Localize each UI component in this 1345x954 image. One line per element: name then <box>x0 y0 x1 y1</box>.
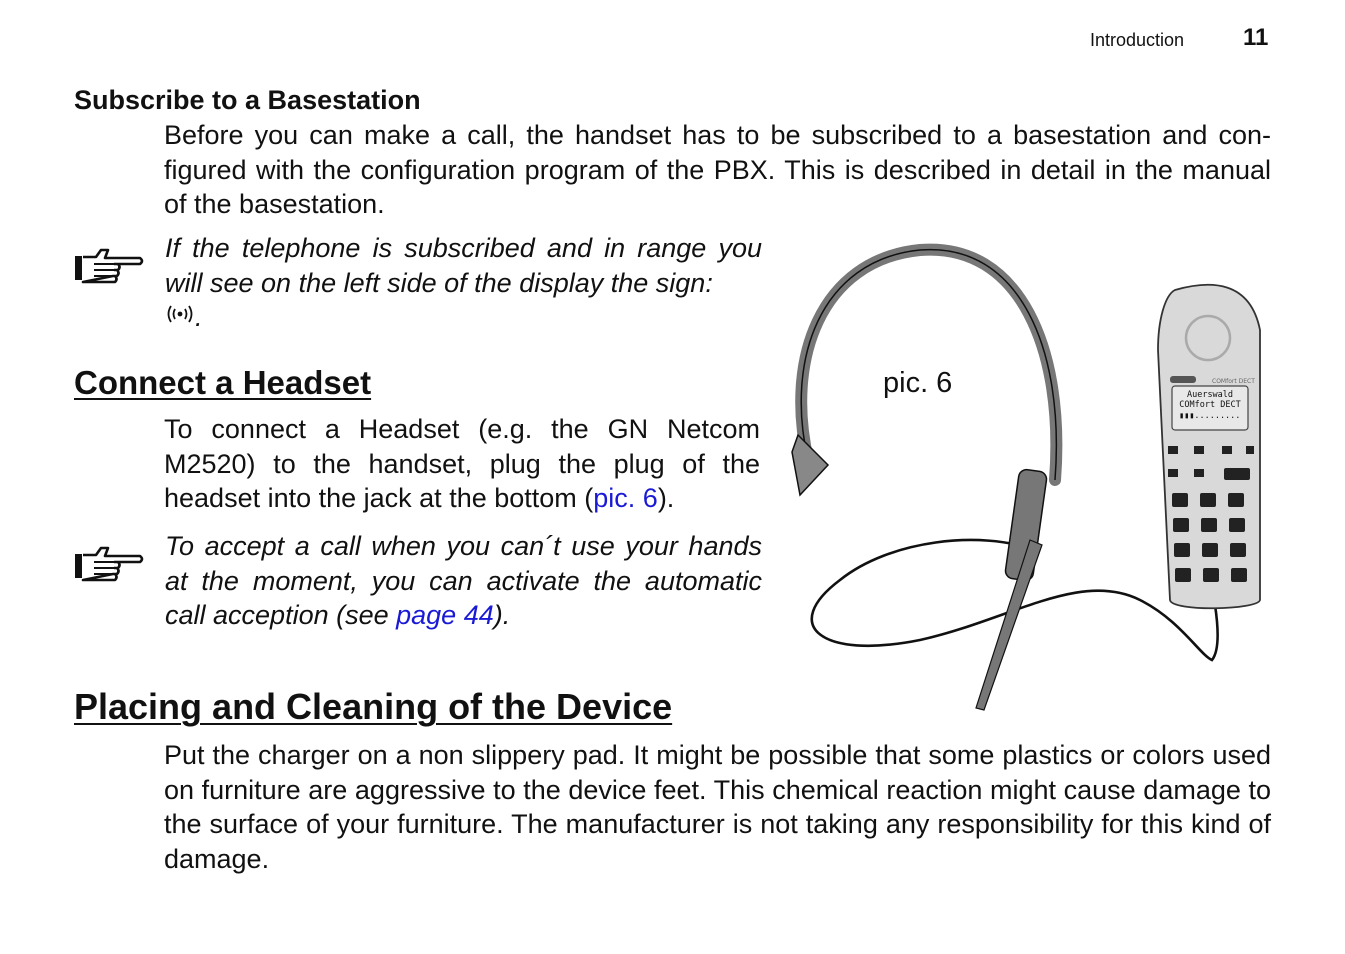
headset-handset-figure <box>780 240 1280 720</box>
pointing-hand-icon <box>74 244 146 288</box>
headset-note-end: ). <box>493 600 511 630</box>
pic-6-link[interactable]: pic. 6 <box>593 483 658 513</box>
running-title: Introduction <box>1090 30 1185 50</box>
subscribe-heading: Subscribe to a Basestation <box>74 85 421 115</box>
headset-heading: Connect a Headset <box>74 364 372 401</box>
display-line-2: COMfort DECT <box>1179 400 1241 410</box>
headset-paragraph-end: ). <box>657 483 675 513</box>
subscribe-paragraph: Before you can make a call, the handset has to be subscribed to a basestation and configured with the configuration program of the PBX. This is described in detail in the manual of the basestation. <box>164 120 1271 219</box>
note-end: . <box>195 302 203 332</box>
page-44-link[interactable]: page 44 <box>396 600 494 630</box>
display-line-1: Auerswald <box>1186 390 1234 400</box>
page-number: 11 <box>1243 24 1269 51</box>
headset-paragraph-text: To connect a Headset (e.g. the GN Netcom M2520) to the handset, plug the plug of the headset into the jack at the bottom ( <box>164 414 760 513</box>
headset-paragraph <box>164 412 760 516</box>
pointing-hand-icon <box>74 542 146 586</box>
headset-band <box>801 250 1056 480</box>
headset-note-text: To accept a call when you can´t use your hands at the moment, you can activate the automatic call acception (see <box>165 531 762 630</box>
figure-label: pic. 6 <box>883 367 953 399</box>
display-line-3: ▮▮▮......... <box>1179 411 1241 421</box>
placing-heading: Placing and Cleaning of the Device <box>74 686 673 727</box>
signal-strength-icon <box>165 302 195 328</box>
signal-symbol-text <box>165 302 167 337</box>
subscribe-note <box>165 231 762 335</box>
placing-paragraph: Put the charger on a non slippery pad. It might be possible that some plastics or colors used on furniture are aggressive to the device feet. This chemical reaction might cause damage to the surface of your furniture. The manufacturer is not taking any responsibility for this kind of damage. <box>164 740 1271 874</box>
subscribe-note-text: If the telephone is subscribed and in range you will see on the left side of the display the sign: <box>165 233 762 298</box>
headset-note <box>165 529 762 633</box>
handset-brand: COMfort DECT <box>1212 378 1255 385</box>
